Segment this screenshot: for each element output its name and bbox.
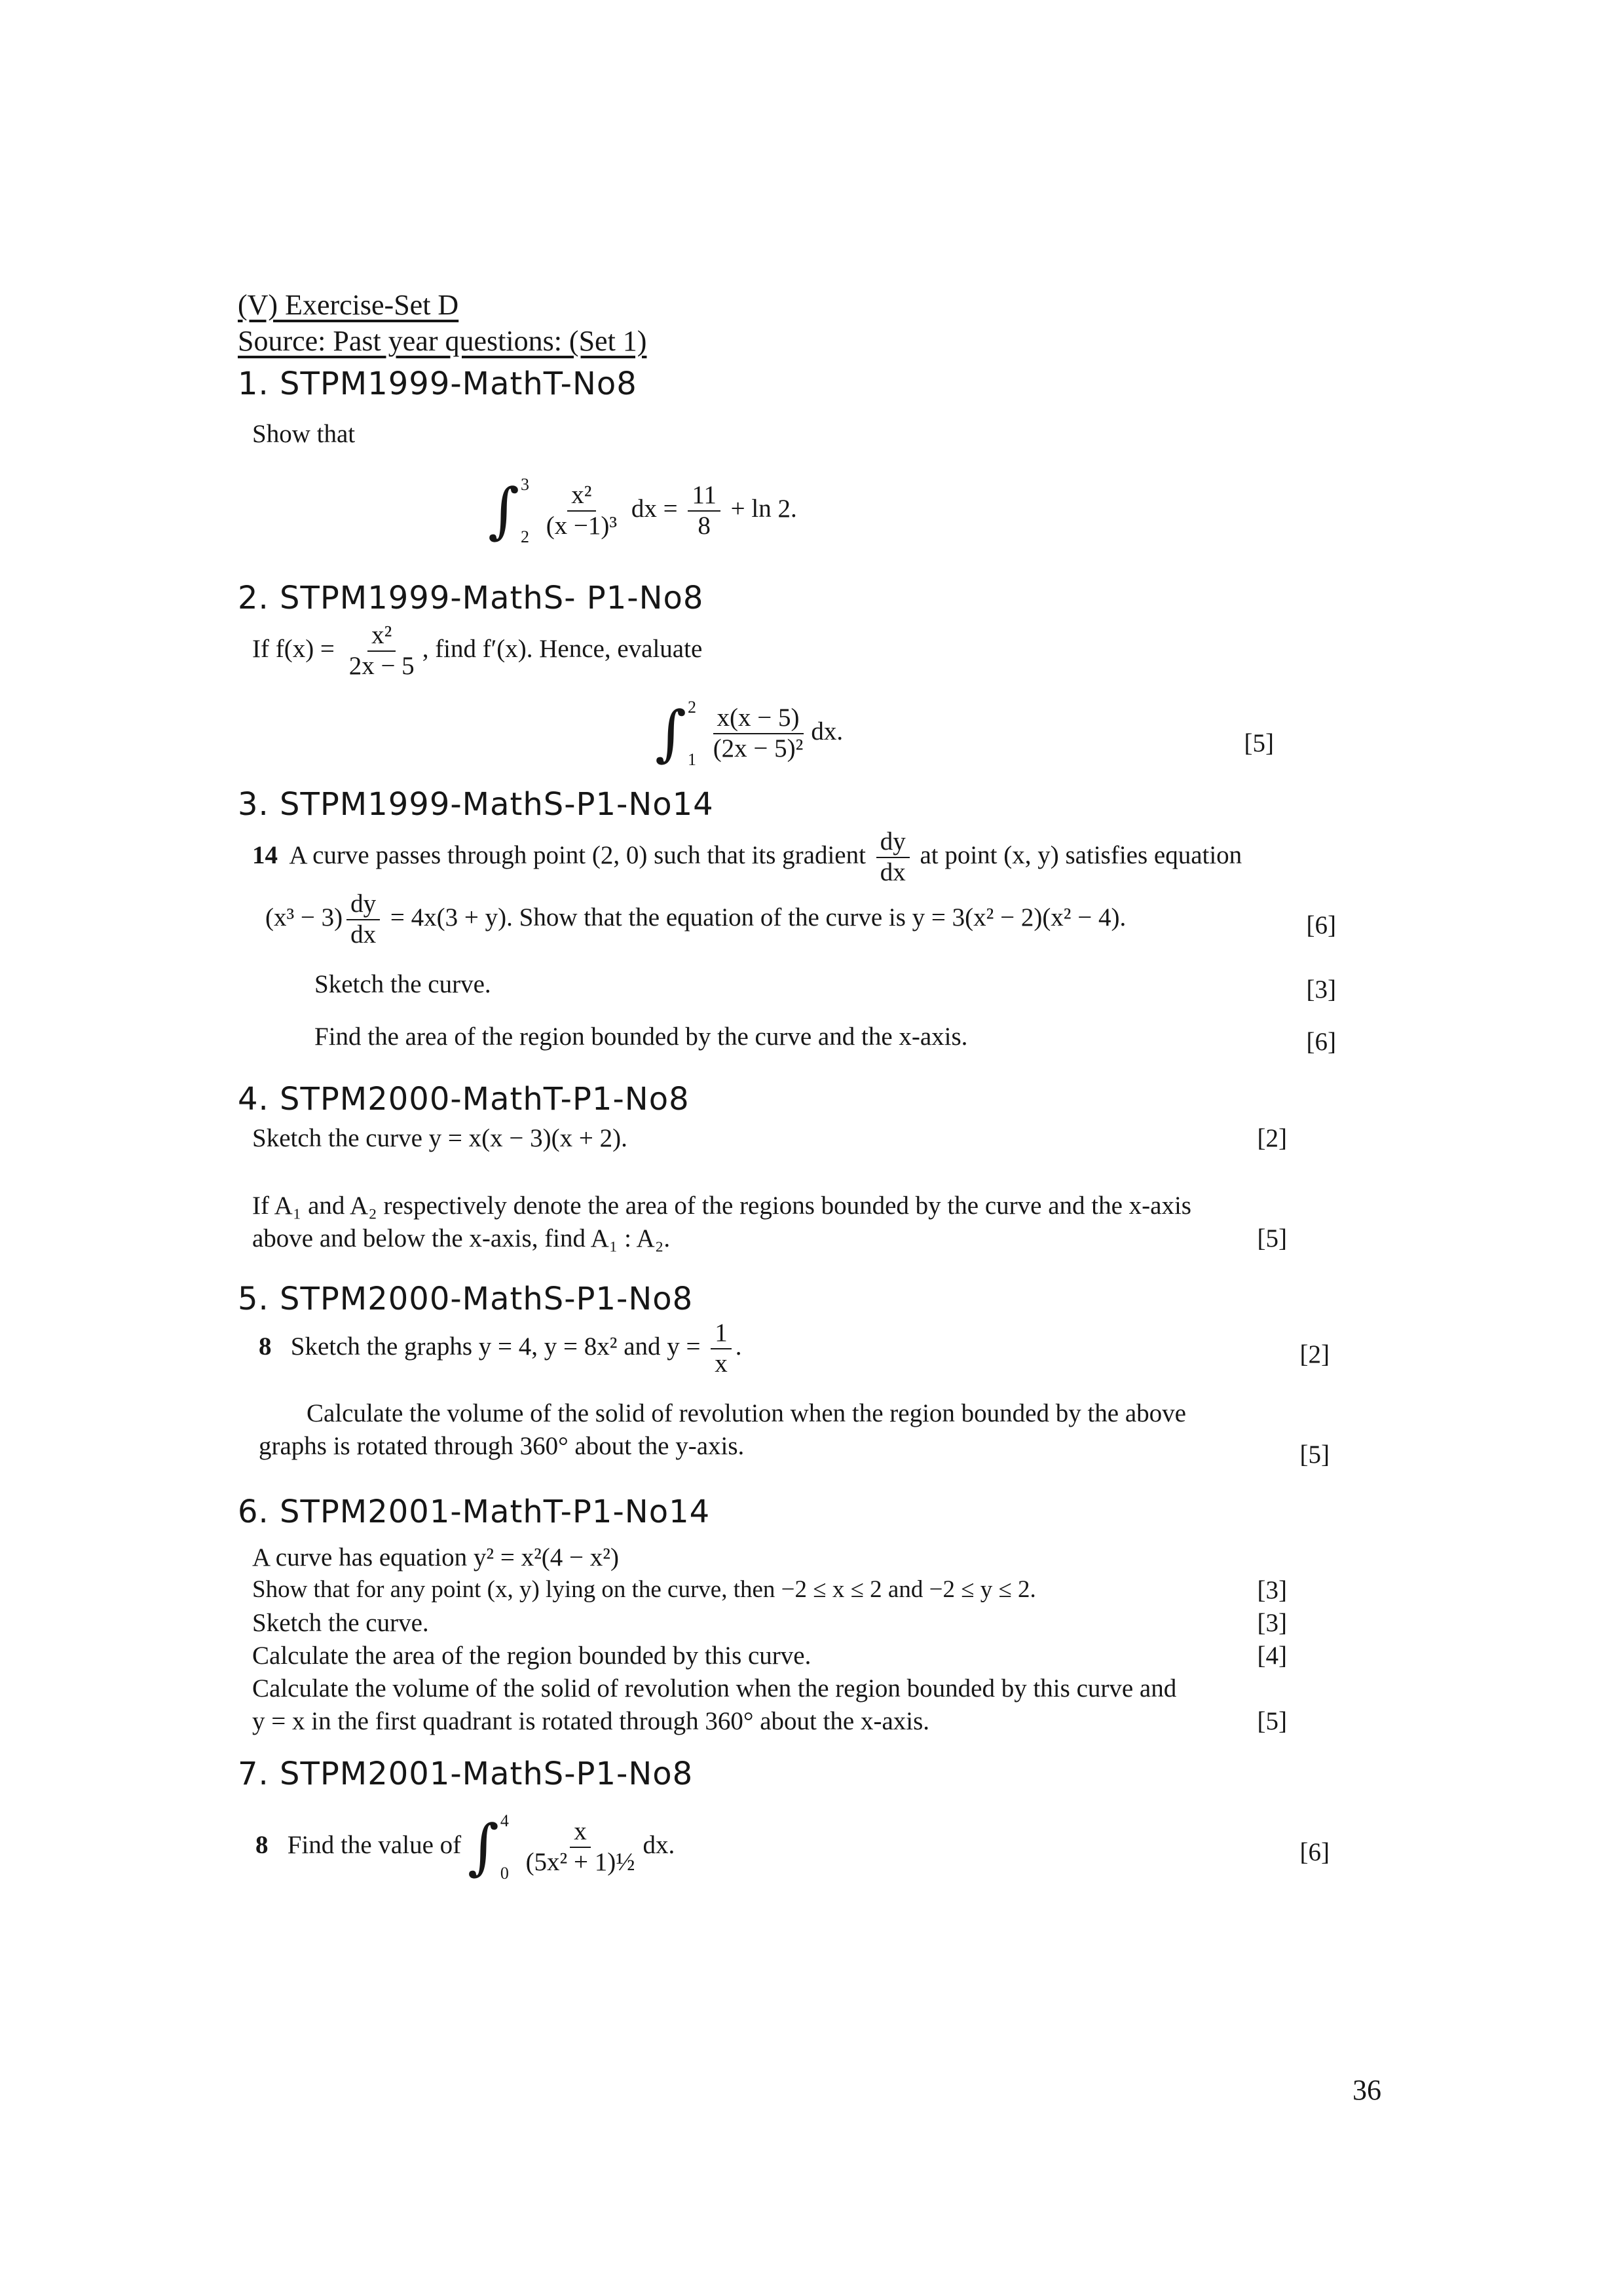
question-7-line: 8 Find the value of ∫ 4 0 $\frac{x}{\text{(5x² + 1)½}}$ dx. (255, 1811, 675, 1883)
question-4-mark-2: [5] (1257, 1224, 1287, 1252)
question-6-line-6: y = x in the first quadrant is rotated through 360° about the x-axis. (252, 1707, 930, 1735)
section-title: (V) Exercise-Set D (238, 289, 459, 321)
question-3-mark-2: [3] (1306, 975, 1336, 1004)
question-6-mark-3: [3] (1257, 1609, 1287, 1637)
question-5-line-3: graphs is rotated through 360° about the y-axis. (259, 1432, 745, 1460)
question-4-line-1: If A₁ and A₂ respectively denote the area of the regions bounded by the curve and the x-axis (252, 1192, 1191, 1220)
question-5-mark-1: [2] (1299, 1340, 1330, 1368)
question-3-mark-3: [6] (1306, 1028, 1336, 1056)
question-2-integral: ∫ 2 1 $\frac{x(x - 5)}{\text{(2x − 5)²}}$ dx. (655, 698, 844, 769)
question-2-line: If f(x) = $\frac{\text{x²}}{2x - 5}$ , find f′(x). Hence, evaluate (252, 621, 703, 680)
question-5-title: 5. STPM2000-MathS-P1-No8 (238, 1281, 694, 1317)
question-7-title: 7. STPM2001-MathS-P1-No8 (238, 1756, 694, 1792)
question-3-title: 3. STPM1999-MathS-P1-No14 (238, 786, 714, 823)
question-6-mark-4: [4] (1257, 1642, 1287, 1670)
question-6-line-2: Show that for any point (x, y) lying on the curve, then −2 ≤ x ≤ 2 and −2 ≤ y ≤ 2. (252, 1576, 1036, 1603)
question-4-mark-1: [2] (1257, 1124, 1287, 1152)
question-6-line-1: A curve has equation y² = x²(4 − x²) (252, 1543, 619, 1571)
question-7-mark: [6] (1299, 1838, 1330, 1866)
source-line: Source: Past year questions: (Set 1) (238, 325, 647, 357)
question-6-title: 6. STPM2001-MathT-P1-No14 (238, 1494, 711, 1530)
question-2-mark: [5] (1244, 729, 1274, 757)
question-3-line-2: (x³ − 3) $\frac{dy}{dx}$ = 4x(3 + y). Show that the equation of the curve is y = 3(x² − 2)(x² − 4). (265, 890, 1127, 949)
question-2-title: 2. STPM1999-MathS- P1-No8 (238, 580, 704, 616)
question-5-line-1: 8 Sketch the graphs y = 4, y = 8x² and y = $\frac{1}{x}$ . (259, 1319, 742, 1378)
question-1-intro: Show that (252, 420, 356, 448)
question-6-mark-6: [5] (1257, 1707, 1287, 1735)
question-3-area: Find the area of the region bounded by the curve and the x-axis. (314, 1023, 968, 1051)
page-number: 36 (1352, 2074, 1381, 2106)
question-6-mark-2: [3] (1257, 1576, 1287, 1604)
question-6-line-3: Sketch the curve. (252, 1609, 429, 1637)
question-4-title: 4. STPM2000-MathT-P1-No8 (238, 1081, 690, 1118)
question-5-mark-2: [5] (1299, 1440, 1330, 1469)
question-4-line-2: above and below the x-axis, find A₁ : A₂. (252, 1224, 671, 1252)
question-1-equation: ∫ 3 2 $\frac{\text{x²}}{\text{(x −1)³}}$ dx = $\frac{11}{8}$ + ln 2. (488, 475, 797, 546)
question-3-mark-1: [6] (1306, 911, 1336, 939)
question-6-line-4: Calculate the area of the region bounded by this curve. (252, 1642, 811, 1670)
question-4-sketch: Sketch the curve y = x(x − 3)(x + 2). (252, 1124, 627, 1152)
question-5-line-2: Calculate the volume of the solid of revolution when the region bounded by the above (307, 1399, 1186, 1427)
question-3-sketch: Sketch the curve. (314, 970, 491, 998)
question-3-line-1: 14 A curve passes through point (2, 0) such that its gradient $\frac{dy}{dx}$ at point (x, y) satisfies equation (252, 827, 1242, 886)
question-6-line-5: Calculate the volume of the solid of revolution when the region bounded by this curve and (252, 1674, 1177, 1703)
question-1-title: 1. STPM1999-MathT-No8 (238, 366, 637, 402)
